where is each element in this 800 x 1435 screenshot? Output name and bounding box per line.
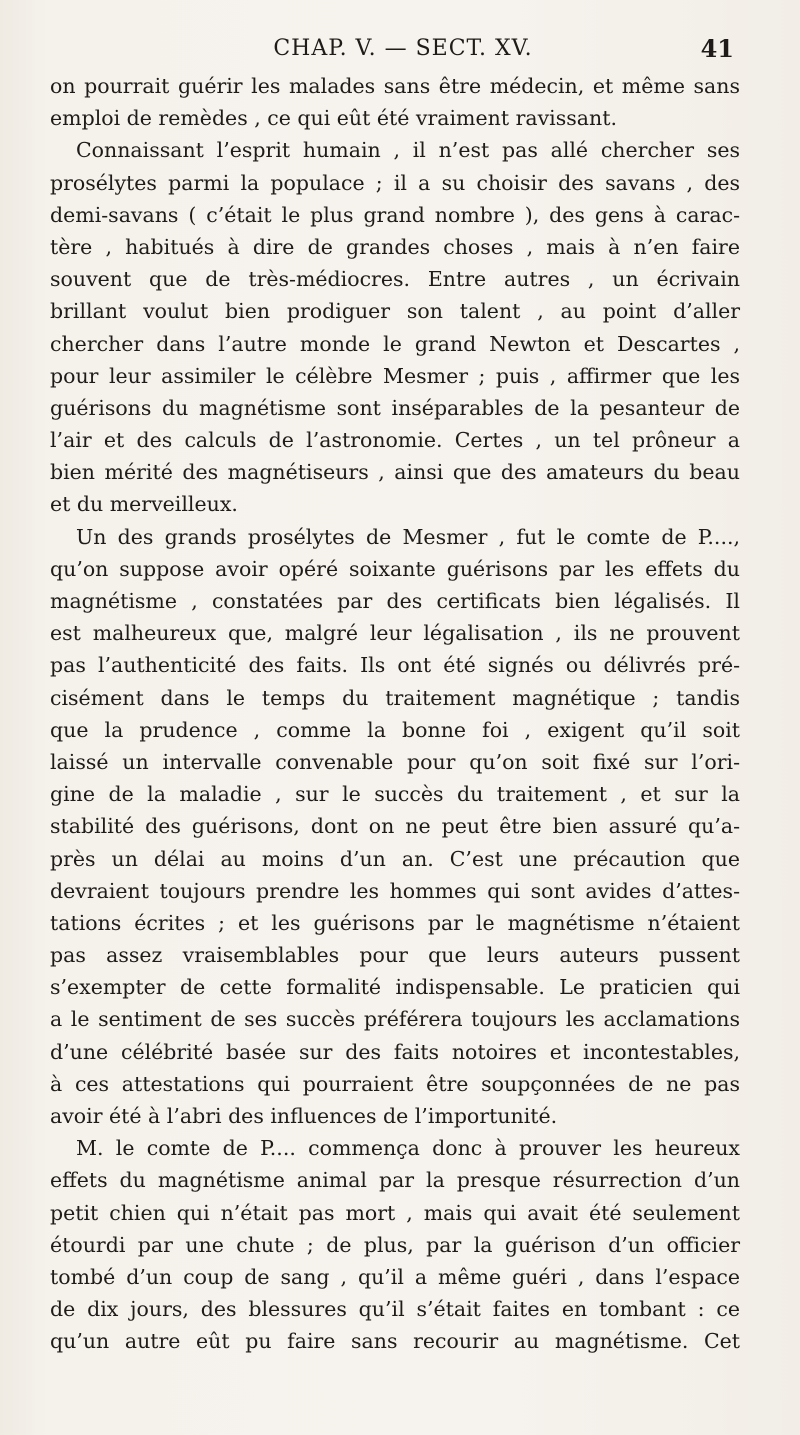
text-line: tations écrites ; et les guérisons par le magnétisme n’étaient [50,910,740,935]
text-line: de dix jours, des blessures qu’il s’était faites en tombant : ce [50,1297,740,1322]
text-line: chercher dans l’autre monde le grand Newton et Descartes , [50,331,740,356]
text-line: cisément dans le temps du traitement magnétique ; tandis [50,685,740,710]
text-line: étourdi par une chute ; de plus, par la guérison d’un officier [50,1232,740,1257]
text-line: prosélytes parmi la populace ; il a su choisir des savans , des [50,170,740,195]
running-title: CHAP. V. — SECT. XV. [273,36,533,61]
text-line: l’air et des calculs de l’astronomie. Certes , un tel prôneur a [50,428,740,453]
text-line: qu’on suppose avoir opéré soixante guérisons par les effets du [50,556,740,581]
text-line: petit chien qui n’était pas mort , mais qui avait été seulement [50,1200,740,1225]
text-line: pas l’authenticité des faits. Ils ont été signés ou délivrés pré- [50,653,740,678]
text-line: s’exempter de cette formalité indispensable. Le praticien qui [50,975,740,1000]
text-line: est malheureux que, malgré leur légalisation , ils ne prouvent [50,621,740,646]
text-line: guérisons du magnétisme sont inséparables de la pesanteur de [50,395,740,420]
text-line: que la prudence , comme la bonne foi , exigent qu’il soit [50,717,740,742]
text-line: qu’un autre eût pu faire sans recourir au magnétisme. Cet [50,1329,740,1354]
text-line: avoir été à l’abri des influences de l’importunité. [50,1104,558,1128]
text-line: tombé d’un coup de sang , qu’il a même guéri , dans l’espace [50,1264,740,1289]
text-line: d’une célébrité basée sur des faits notoires et incontestables, [50,1039,740,1064]
text-line: on pourrait guérir les malades sans être médecin, et même sans [50,74,740,98]
text-line: bien mérité des magnétiseurs , ainsi que des amateurs du beau [50,460,740,485]
text-line: à ces attestations qui pourraient être soupçonnées de ne pas [50,1071,740,1096]
text-line: près un délai au moins d’un an. C’est une précaution que [50,846,740,871]
text-line: pour leur assimiler le célèbre Mesmer ; puis , affirmer que les [50,363,740,388]
text-line: effets du magnétisme animal par la presque résurrection d’un [50,1168,740,1193]
text-line: brillant voulut bien prodiguer son talent , au point d’aller [50,299,740,324]
text-line: M. le comte de P.... commença donc à prouver les heureux [76,1136,740,1161]
text-line: stabilité des guérisons, dont on ne peut être bien assuré qu’a- [50,814,740,839]
text-line: a le sentiment de ses succès préférera toujours les acclamations [50,1007,740,1032]
text-line: Connaissant l’esprit humain , il n’est pas allé chercher ses [76,138,740,163]
text-line: Un des grands prosélytes de Mesmer , fut le comte de P...., [76,524,740,549]
text-line: souvent que de très-médiocres. Entre autres , un écrivain [50,267,740,292]
text-line: pas assez vraisemblables pour que leurs auteurs pussent [50,943,740,968]
text-line: tère , habitués à dire de grandes choses , mais à n’en faire [50,234,740,259]
text-line: laissé un intervalle convenable pour qu’on soit fixé sur l’ori- [50,749,740,774]
text-line: magnétisme , constatées par des certificats bien légalisés. Il [50,589,740,613]
text-line: emploi de remèdes , ce qui eût été vraiment ravissant. [50,106,617,131]
page-number: 41 [700,34,734,63]
body-text [50,70,740,1358]
running-head [70,34,736,68]
text-line: devraient toujours prendre les hommes qui sont avides d’attes- [50,878,740,903]
text-line: gine de la maladie , sur le succès du traitement , et sur la [50,782,740,807]
text-line: et du merveilleux. [50,492,238,517]
text-line: demi-savans ( c’était le plus grand nombre ), des gens à carac- [50,202,740,227]
